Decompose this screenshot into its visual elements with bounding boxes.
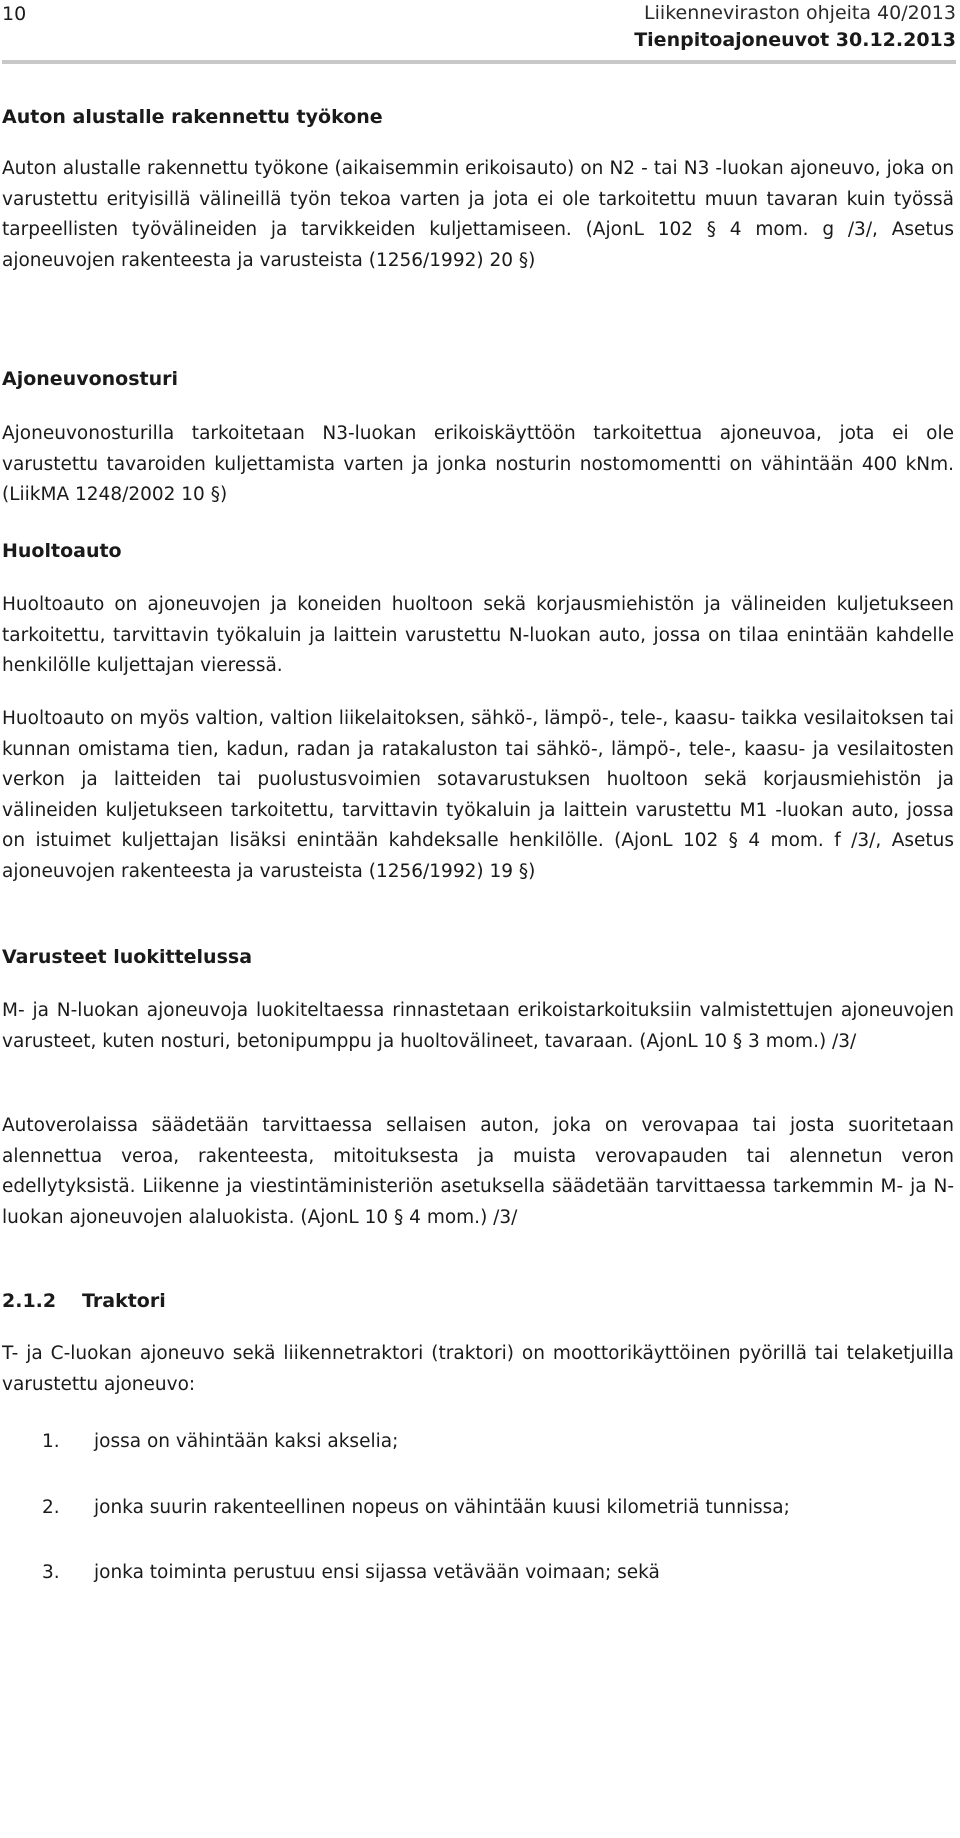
header-publication-info	[634, 0, 956, 54]
section-heading-traktori	[2, 1286, 166, 1316]
paragraph: Auton alustalle rakennettu työkone (aikaisemmin erikoisauto) on N2 - tai N3 -luokan ajoneuvo, joka on varustettu erityisillä välineillä työn tekoa varten ja jota ei ole tarkoitettu muun tavaran kuin työssä tarpeellisten työvälineiden ja tarvikkeiden kuljettamiseen. (AjonL 102 § 4 mom. g /3/, Asetus ajoneuvojen rakenteesta ja varusteista (1256/1992) 20 §)	[2, 158, 954, 271]
list-number: 1.	[42, 1431, 60, 1452]
list-number: 3.	[42, 1562, 60, 1583]
heading-ajoneuvonosturi: Ajoneuvonosturi	[2, 368, 179, 390]
list-item	[42, 1493, 790, 1523]
paragraph: Huoltoauto on ajoneuvojen ja koneiden huoltoon sekä korjausmiehistön ja välineiden kuljetukseen tarkoitettu, tarvittavin työkaluin ja laittein varustettu N-luokan auto, jossa on tilaa enintään kahdelle henkilölle kuljettajan vieressä.	[2, 594, 954, 677]
list-item	[42, 1558, 660, 1588]
heading-varusteet: Varusteet luokittelussa	[2, 946, 253, 968]
list-text: jonka suurin rakenteellinen nopeus on vähintään kuusi kilometriä tunnissa;	[94, 1497, 790, 1518]
section-title: Traktori	[82, 1290, 166, 1312]
paragraph: T- ja C-luokan ajoneuvo sekä liikennetraktori (traktori) on moottorikäyttöinen pyörillä tai telaketjuilla varustettu ajoneuvo:	[2, 1343, 954, 1395]
page-number: 10	[2, 3, 27, 25]
paragraph: Autoverolaissa säädetään tarvittaessa sellaisen auton, joka on verovapaa tai josta suoritetaan alennettua veroa, rakenteesta, mitoituksesta ja muista verovapauden tai alennetun veron edellytyksistä. Liikenne ja viestintäministeriön asetuksella säädetään tarvittaessa tarkemmin M- ja N-luokan ajoneuvojen alaluokista. (AjonL 10 § 4 mom.) /3/	[2, 1115, 954, 1228]
heading-auton-alustalle: Auton alustalle rakennettu työkone	[2, 106, 383, 128]
list-text: jossa on vähintään kaksi akselia;	[94, 1431, 399, 1452]
list-item	[42, 1427, 398, 1457]
paragraph: Ajoneuvonosturilla tarkoitetaan N3-luokan erikoiskäyttöön tarkoitettua ajoneuvoa, jota ei ole varustettu tavaroiden kuljettamista varten ja jonka nosturin nostomomentti on vähintään 400 kNm. (LiikMA 1248/2002 10 §)	[2, 423, 954, 506]
list-text: jonka toiminta perustuu ensi sijassa vetävään voimaan; sekä	[94, 1562, 660, 1583]
page-header	[0, 0, 960, 60]
paragraph: M- ja N-luokan ajoneuvoja luokiteltaessa rinnastetaan erikoistarkoituksiin valmistettujen ajoneuvojen varusteet, kuten nosturi, betonipumppu ja huoltovälineet, tavaraan. (AjonL 10 § 3 mom.) /3/	[2, 1000, 954, 1052]
publication-subtitle: Tienpitoajoneuvot 30.12.2013	[634, 29, 956, 51]
header-divider	[2, 60, 956, 64]
paragraph: Huoltoauto on myös valtion, valtion liikelaitoksen, sähkö-, lämpö-, tele-, kaasu- taikka vesilaitoksen tai kunnan omistama tien, kadun, radan ja ratakaluston tai sähkö-, lämpö-, tele-, kaasu- ja vesilaitosten verkon ja laitteiden tai puolustusvoimien sotavarustuksen huoltoon sekä korjausmiehistön ja välineiden kuljetukseen tarkoitettu, tarvittavin työkaluin ja laittein varustettu M1 -luokan auto, jossa on istuimet kuljettajan lisäksi enintään kahdeksalle henkilölle. (AjonL 102 § 4 mom. f /3/, Asetus ajoneuvojen rakenteesta ja varusteista (1256/1992) 19 §)	[2, 708, 954, 882]
heading-huoltoauto: Huoltoauto	[2, 540, 122, 562]
list-number: 2.	[42, 1497, 60, 1518]
section-number: 2.1.2	[2, 1290, 57, 1312]
publication-title: Liikenneviraston ohjeita 40/2013	[644, 2, 956, 24]
